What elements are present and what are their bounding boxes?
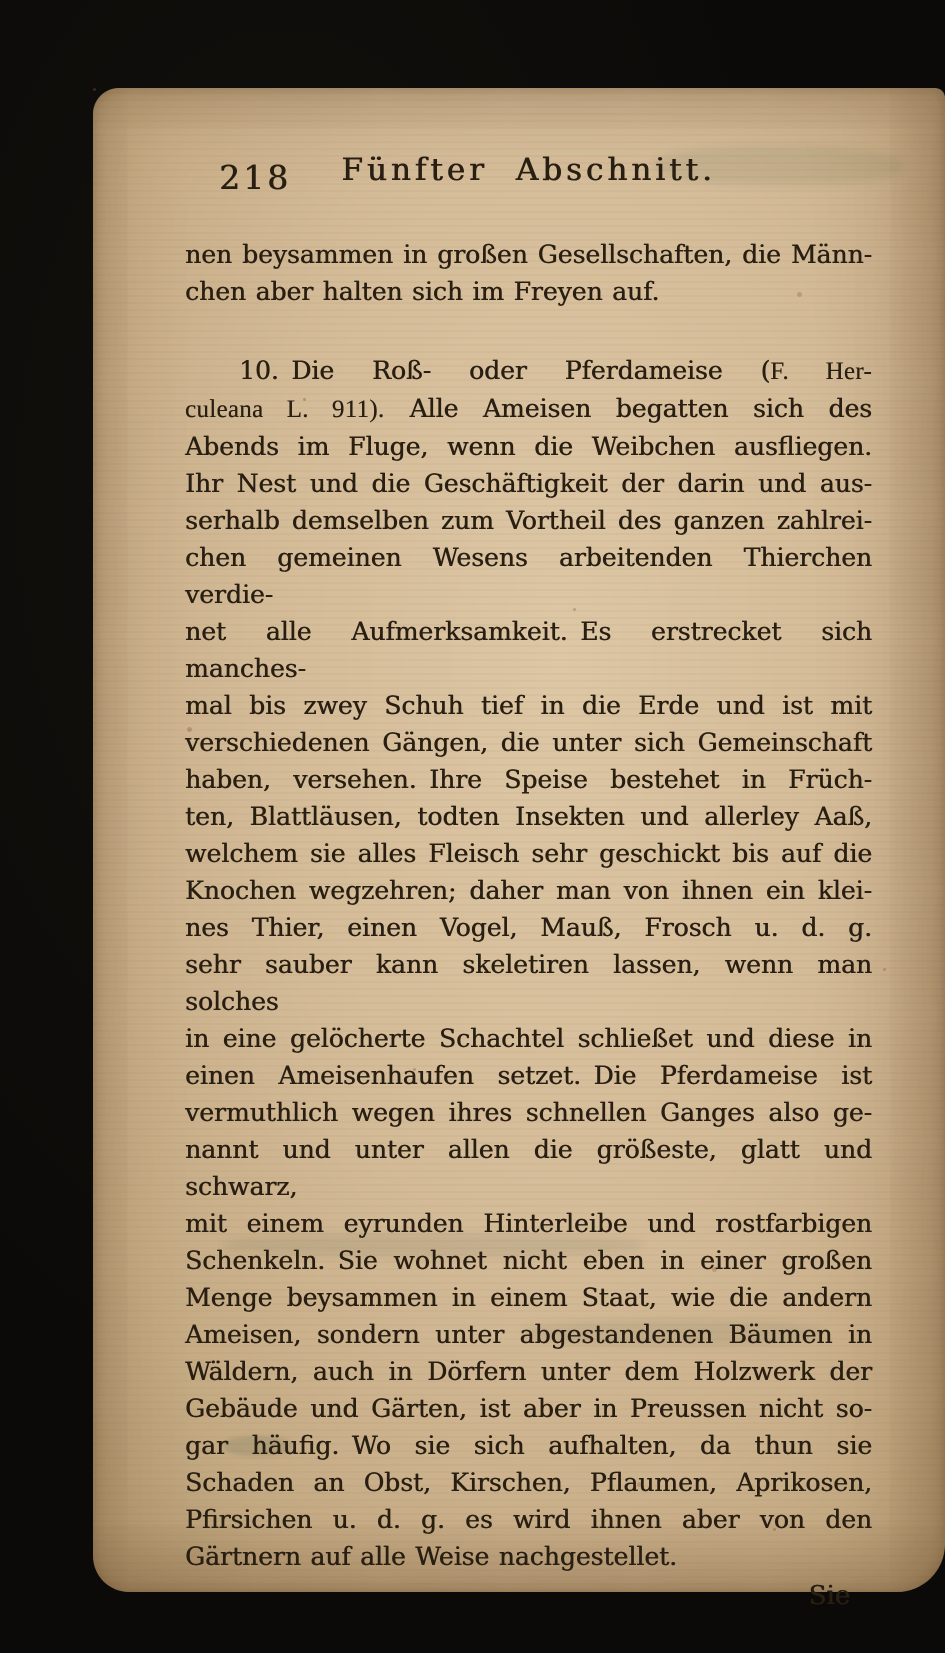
text-line — [185, 1242, 872, 1279]
paragraph — [185, 236, 872, 310]
fraktur-text: Schaden an Obst, Kirschen, Pflaumen, Aprikosen, — [185, 1468, 872, 1497]
fraktur-text: in eine gelöcherte Schachtel schließet und diese in — [185, 1024, 872, 1053]
fraktur-text: Wäldern, auch in Dörfern unter dem Holzwerk der — [185, 1357, 872, 1386]
fraktur-text: chen gemeinen Wesens arbeitenden Thierchen verdie- — [185, 543, 872, 609]
text-line — [185, 1057, 872, 1094]
text-line — [185, 724, 872, 761]
text-line — [185, 1131, 872, 1205]
text-block — [185, 152, 872, 1611]
book-page — [93, 88, 945, 1611]
fraktur-text: mal bis zwey Schuh tief in die Erde und ist mit — [185, 691, 872, 720]
fraktur-text: Alle Ameisen begatten sich des — [384, 394, 872, 423]
text-line — [185, 428, 872, 465]
fraktur-text: Pfirsichen u. d. g. es wird ihnen aber von den — [185, 1505, 872, 1534]
text-line — [185, 390, 872, 428]
text-line — [185, 502, 872, 539]
text-line — [185, 1205, 872, 1242]
fraktur-text: chen aber halten sich im Freyen auf. — [185, 277, 660, 306]
text-line — [185, 909, 872, 946]
text-line — [185, 539, 872, 613]
text-line — [185, 1316, 872, 1353]
latin-type-text: culeana L. 911). — [185, 396, 385, 423]
fraktur-text: nes Thier, einen Vogel, Mauß, Frosch u. d. g. — [185, 913, 872, 942]
text-line — [185, 273, 872, 310]
paper-specks — [93, 88, 96, 91]
text-line — [185, 761, 872, 798]
text-line — [185, 872, 872, 909]
catchword: Sie — [808, 1581, 850, 1611]
fraktur-text: serhalb demselben zum Vortheil des ganzen zahlrei- — [185, 506, 872, 535]
fraktur-text: nen beysammen in großen Gesellschaften, die Männ- — [185, 240, 872, 269]
text-line — [185, 1427, 872, 1464]
text-line — [185, 1464, 872, 1501]
fraktur-text: vermuthlich wegen ihres schnellen Ganges also ge- — [185, 1098, 872, 1127]
text-line — [185, 1094, 872, 1131]
text-line — [185, 687, 872, 724]
body-text — [185, 236, 872, 1575]
fraktur-text: net alle Aufmerksamkeit. Es erstrecket sich manches- — [185, 617, 872, 683]
text-line — [185, 946, 872, 1020]
fraktur-text: Gebäude und Gärten, ist aber in Preussen nicht so- — [185, 1394, 872, 1423]
latin-type-text: F. Her- — [770, 358, 872, 385]
paragraph — [185, 352, 872, 1575]
fraktur-text: welchem sie alles Fleisch sehr geschickt bis auf die — [185, 839, 872, 868]
fraktur-text: Schenkeln. Sie wohnet nicht eben in einer großen — [185, 1246, 872, 1275]
fraktur-text: haben, versehen. Ihre Speise bestehet in Früch- — [185, 765, 872, 794]
text-line — [185, 1353, 872, 1390]
text-line — [185, 835, 872, 872]
fraktur-text: Knochen wegzehren; daher man von ihnen ein klei- — [185, 876, 872, 905]
fraktur-text: ten, Blattläusen, todten Insekten und allerley Aaß, — [185, 802, 872, 831]
text-line — [185, 1538, 872, 1575]
fraktur-text: sehr sauber kann skeletiren lassen, wenn man solches — [185, 950, 872, 1016]
page-number: 218 — [219, 158, 291, 197]
fraktur-text: Menge beysammen in einem Staat, wie die andern — [185, 1283, 872, 1312]
text-line — [185, 1279, 872, 1316]
page-header — [185, 152, 872, 200]
fraktur-text: Gärtnern auf alle Weise nachgestellet. — [185, 1542, 677, 1571]
text-line — [185, 352, 872, 390]
fraktur-text: Ihr Nest und die Geschäftigkeit der darin und aus- — [185, 469, 872, 498]
fraktur-text: Abends im Fluge, wenn die Weibchen ausfliegen. — [185, 432, 872, 461]
fraktur-text: gar häufig. Wo sie sich aufhalten, da thun sie — [185, 1431, 872, 1460]
text-line — [185, 1390, 872, 1427]
section-title: Fünfter Abschnitt. — [341, 152, 716, 188]
fraktur-text: einen Ameisenhaufen setzet. Die Pferdameise ist — [185, 1061, 872, 1090]
fraktur-text: mit einem eyrunden Hinterleibe und rostfarbigen — [185, 1209, 872, 1238]
text-line — [185, 1020, 872, 1057]
text-line — [185, 613, 872, 687]
text-line — [185, 798, 872, 835]
fraktur-text: verschiedenen Gängen, die unter sich Gemeinschaft — [185, 728, 872, 757]
text-line — [185, 236, 872, 273]
text-line — [185, 465, 872, 502]
fraktur-text: nannt und unter allen die größeste, glatt und schwarz, — [185, 1135, 872, 1201]
fraktur-text: Ameisen, sondern unter abgestandenen Bäumen in — [185, 1320, 872, 1349]
fraktur-text: 10. Die Roß- oder Pferdameise ( — [239, 356, 771, 385]
text-line — [185, 1501, 872, 1538]
